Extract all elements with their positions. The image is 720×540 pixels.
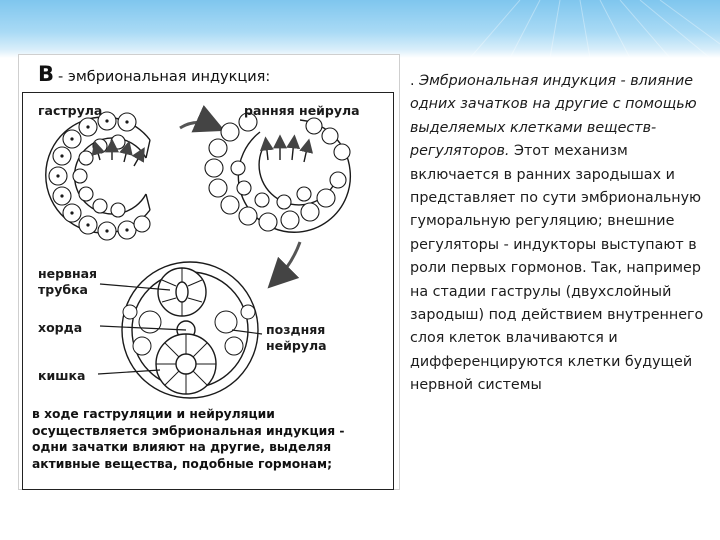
caption-line: активные вещества, подобные гормонам;	[32, 456, 332, 471]
definition-term: Эмбриональная индукция - влияние одних зачатков на другие с помощью выделяемых клетками веществ-регуляторов.	[410, 73, 697, 160]
caption-line: в ходе гаструляции и нейруляции	[32, 407, 275, 421]
definition-lead: .	[410, 73, 420, 89]
early-neurula-drawing	[205, 113, 350, 232]
figure-title-text: - эмбриональная индукция:	[58, 69, 271, 85]
caption-line: одни зачатки влияют на другие, выделяя	[32, 440, 332, 454]
figure-letter: В	[38, 62, 55, 86]
label-late-neurula-1: поздняя	[266, 322, 326, 337]
label-late-neurula-2: нейрула	[266, 338, 327, 353]
definition-text	[410, 70, 710, 398]
arrow-to-early-neurula	[180, 122, 214, 128]
label-early-neurula: ранняя нейрула	[244, 103, 360, 118]
arrow-to-late-neurula	[276, 242, 300, 280]
gastrula-drawing	[46, 112, 150, 240]
figure-caption	[32, 406, 388, 472]
definition-body: Этот механизм включается в ранних зародышах и представляет по сути эмбриональную гуморальную регуляцию; внешние регуляторы - индукторы выступают в роли первых гормонов. Так, например на стадии гаструлы (двухслойный зародыш) под действием внутреннего слоя клеток влачиваются и дифференцируются клетки будущей нервной системы	[410, 143, 704, 394]
label-notochord: хорда	[38, 320, 83, 335]
caption-line: осуществляется эмбриональная индукция -	[32, 423, 345, 438]
label-gut: кишка	[38, 368, 86, 383]
label-neural-tube-2: трубка	[38, 282, 88, 297]
label-gastrula: гаструла	[38, 103, 103, 118]
late-neurula-drawing	[122, 262, 258, 398]
label-neural-tube-1: нервная	[38, 266, 98, 281]
